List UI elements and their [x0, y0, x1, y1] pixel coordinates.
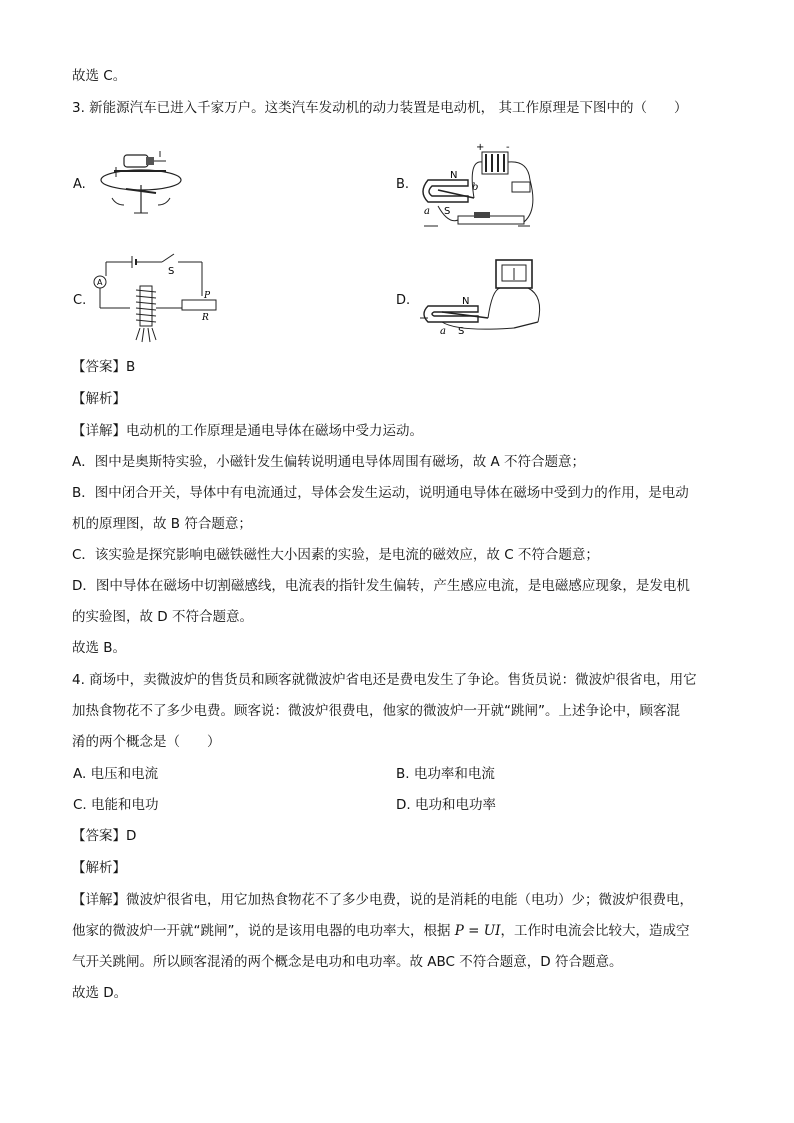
q3-explanation-b-line1: B．图中闭合开关，导体中有电流通过，导体会发生运动，说明通电导体在磁场中受到力的作用，是电动 [72, 485, 689, 501]
q3-explanation-a: A．图中是奥斯特实验，小磁针发生偏转说明通电导体周围有磁场，故 A 不符合题意； [72, 454, 586, 470]
q4-detail-line2-start: 他家的微波炉一开就“跳闸”，说的是该用电器的电功率大，根据 [72, 923, 455, 939]
q3-explanation-b-line2: 机的原理图，故 B 符合题意； [72, 516, 252, 532]
svg-text:S: S [458, 326, 465, 337]
q4-detail-line1: 【详解】微波炉很省电，用它加热食物花不了多少电费，说的是消耗的电能（电功）少；微波炉很费电， [72, 892, 693, 908]
svg-text:N: N [462, 296, 470, 307]
q3-option-a-label: A. [73, 177, 86, 192]
figure-oersted-experiment [96, 143, 186, 218]
q4-option-a: A. 电压和电流 [73, 766, 159, 782]
q4-detail-line2-end: ，工作时电流会比较大，造成空 [500, 923, 690, 939]
q4-option-d: D. 电功和电功率 [396, 797, 496, 813]
q3-explanation-c: C．该实验是探究影响电磁铁磁性大小因素的实验，是电流的磁效应，故 C 不符合题意； [72, 547, 599, 563]
q3-detail: 【详解】电动机的工作原理是通电导体在磁场中受力运动。 [72, 423, 423, 439]
q3-option-d-label: D. [396, 293, 411, 308]
q3-explanation-d-line1: D．图中导体在磁场中切割磁感线，电流表的指针发生偏转，产生感应电流，是电磁感应现象，是发电机 [72, 578, 690, 594]
top-line: 故选 C。 [72, 68, 127, 84]
svg-text:P: P [204, 291, 211, 301]
svg-text:S: S [168, 266, 175, 277]
q3-stem: 3. 新能源汽车已进入千家万户。这类汽车发动机的动力装置是电动机， 其工作原理是下图中的（ ） [72, 100, 688, 116]
q4-option-b: B. 电功率和电流 [396, 766, 495, 782]
q3-answer: 【答案】B [72, 359, 136, 375]
svg-text:R: R [202, 313, 209, 323]
svg-text:S: S [444, 206, 451, 217]
q4-conclusion: 故选 D。 [72, 985, 128, 1001]
q4-stem-line2: 加热食物花不了多少电费。顾客说：微波炉很费电，他家的微波炉一开就“跳闸”。上述争论中，顾客混 [72, 703, 680, 719]
q3-analysis-title: 【解析】 [72, 391, 126, 407]
q3-explanation-d-line2: 的实验图，故 D 不符合题意。 [72, 609, 253, 625]
q4-detail-line3: 气开关跳闸。所以顾客混淆的两个概念是电功和电功率。故 ABC 不符合题意，D 符合题意。 [72, 954, 623, 970]
q3-conclusion: 故选 B。 [72, 640, 127, 656]
q4-analysis-title: 【解析】 [72, 860, 126, 876]
svg-text:a: a [440, 326, 446, 337]
q3-option-c-label: C. [73, 293, 87, 308]
svg-text:A: A [97, 278, 103, 287]
q4-detail-line2 [72, 921, 689, 941]
svg-text:N: N [450, 170, 458, 181]
q4-option-c: C. 电能和电功 [73, 797, 159, 813]
svg-text:+: + [476, 142, 485, 153]
q4-stem-line1: 4. 商场中，卖微波炉的售货员和顾客就微波炉省电还是费电发生了争论。售货员说：微波炉很省电，用它 [72, 672, 697, 688]
formula-p-equals-ui: P = UI [454, 923, 501, 939]
q3-option-b-label: B. [396, 177, 410, 192]
svg-text:a: a [424, 206, 430, 217]
svg-text:b: b [472, 182, 479, 193]
figure-motor-principle [418, 140, 548, 240]
figure-electromagnet [92, 248, 227, 348]
q4-answer: 【答案】D [72, 828, 137, 844]
svg-text:-: - [506, 142, 510, 153]
figure-electromagnetic-induction [418, 256, 548, 338]
q4-stem-line3: 淆的两个概念是（ ） [72, 734, 221, 750]
